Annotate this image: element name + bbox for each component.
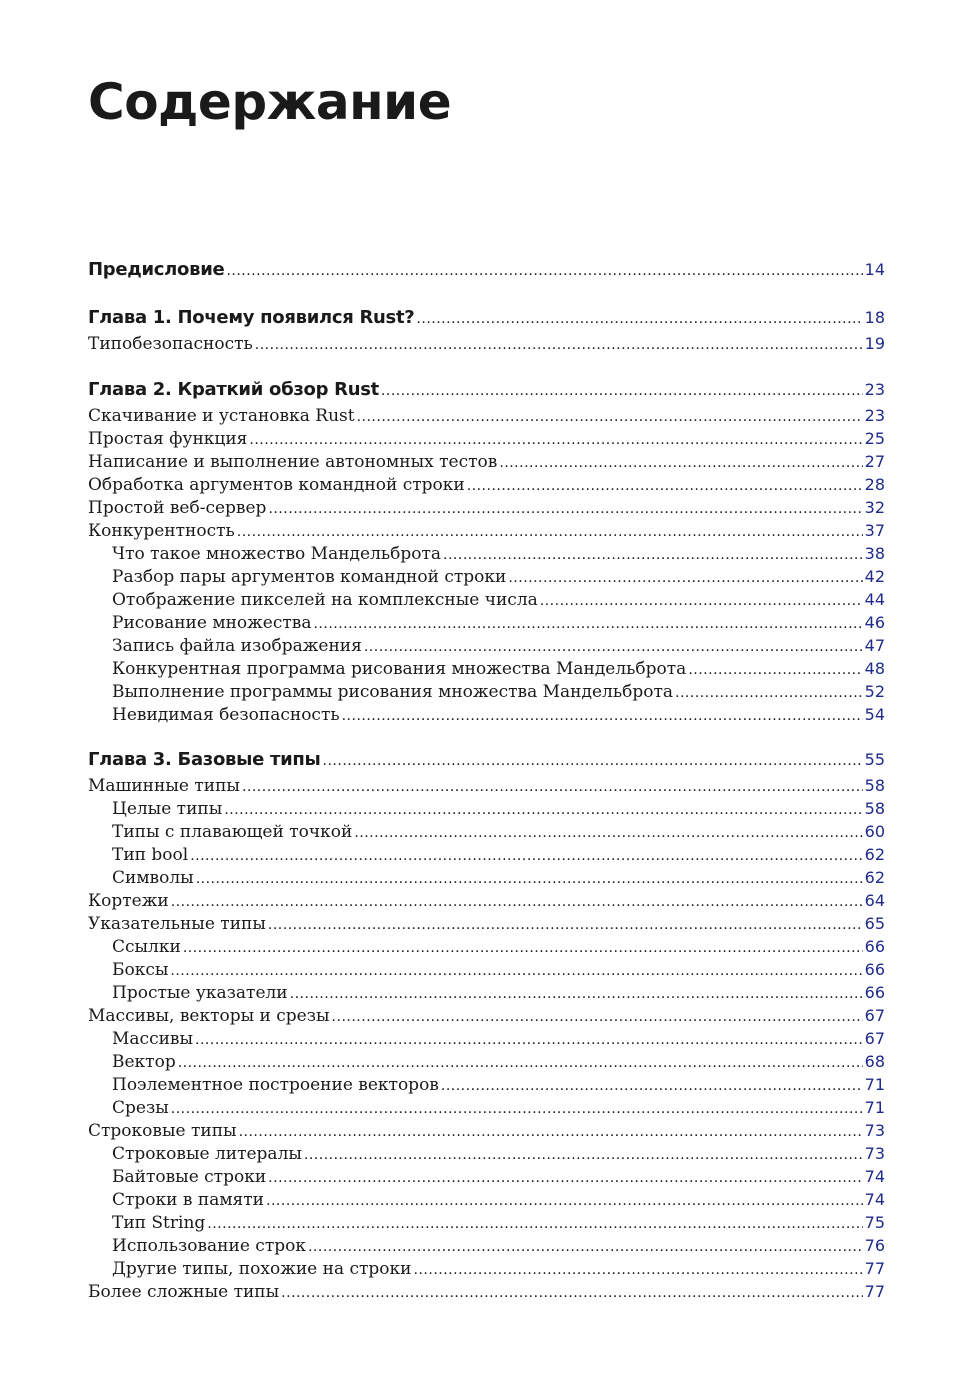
toc-entry-title: Строки в памяти <box>112 1190 265 1210</box>
toc-entry-title: Запись файла изображения <box>112 636 362 656</box>
toc-entry-title: Массивы <box>112 1029 194 1049</box>
toc-entry[interactable] <box>112 1027 885 1051</box>
toc-entry[interactable] <box>88 774 885 798</box>
dot-leader <box>268 913 863 937</box>
toc-entry[interactable] <box>112 843 885 867</box>
toc-entry-page-number: 28 <box>864 475 885 494</box>
toc-entry-title: Поэлементное построение векторов <box>112 1075 439 1095</box>
toc-entry[interactable] <box>112 1096 885 1120</box>
toc-entry[interactable] <box>88 258 885 282</box>
toc-entry[interactable] <box>112 1073 885 1097</box>
toc-entry[interactable] <box>112 866 885 890</box>
toc-entry-page-number: 23 <box>864 406 885 425</box>
dot-leader <box>675 681 863 705</box>
dot-leader <box>195 1028 863 1052</box>
toc-entry-page-number: 14 <box>864 260 885 279</box>
toc-entry[interactable] <box>112 542 885 566</box>
toc-entry-title: Тип String <box>112 1213 206 1233</box>
toc-entry-title: Вектор <box>112 1052 176 1072</box>
toc-entry-page-number: 19 <box>864 334 885 353</box>
dot-leader <box>249 428 862 452</box>
toc-entry-title: Боксы <box>112 960 169 980</box>
toc-entry[interactable] <box>112 935 885 959</box>
toc-entry-title: Строковые типы <box>88 1121 237 1141</box>
toc-entry[interactable] <box>112 588 885 612</box>
toc-entry-page-number: 58 <box>864 776 885 795</box>
toc-entry-title: Указательные типы <box>88 914 266 934</box>
dot-leader <box>467 474 863 498</box>
toc-entry[interactable] <box>88 748 885 772</box>
toc-entry-page-number: 74 <box>864 1167 885 1186</box>
toc-entry-title: Выполнение программы рисования множества Мандельброта <box>112 682 673 702</box>
toc-entry-page-number: 48 <box>864 659 885 678</box>
dot-leader <box>242 775 863 799</box>
toc-entry-page-number: 62 <box>864 845 885 864</box>
toc-entry-page-number: 25 <box>864 429 885 448</box>
toc-entry-page-number: 66 <box>864 960 885 979</box>
toc-entry[interactable] <box>112 565 885 589</box>
toc-entry-page-number: 52 <box>864 682 885 701</box>
dot-leader <box>224 798 862 822</box>
dot-leader <box>414 1258 863 1282</box>
toc-entry-page-number: 73 <box>864 1144 885 1163</box>
toc-entry-page-number: 71 <box>864 1075 885 1094</box>
dot-leader <box>332 1005 863 1029</box>
toc-entry-title: Машинные типы <box>88 776 240 796</box>
toc-entry-page-number: 55 <box>864 750 885 769</box>
dot-leader <box>308 1235 863 1259</box>
toc-entry[interactable] <box>88 1004 885 1028</box>
toc-entry-title: Простой веб-сервер <box>88 498 267 518</box>
toc-entry-page-number: 66 <box>864 983 885 1002</box>
toc-entry-page-number: 73 <box>864 1121 885 1140</box>
toc-entry-page-number: 77 <box>864 1282 885 1301</box>
toc-entry-title: Написание и выполнение автономных тестов <box>88 452 498 472</box>
toc-entry-page-number: 66 <box>864 937 885 956</box>
toc-entry-page-number: 38 <box>864 544 885 563</box>
toc-entry-title: Рисование множества <box>112 613 312 633</box>
dot-leader <box>357 405 863 429</box>
toc-entry-page-number: 47 <box>864 636 885 655</box>
toc-entry[interactable] <box>112 1211 885 1235</box>
toc-entry[interactable] <box>88 332 885 356</box>
toc-entry-page-number: 42 <box>864 567 885 586</box>
toc-entry-title: Целые типы <box>112 799 223 819</box>
toc-entry[interactable] <box>112 1234 885 1258</box>
dot-leader <box>443 543 863 567</box>
toc-entry-title: Разбор пары аргументов командной строки <box>112 567 507 587</box>
dot-leader <box>540 589 863 613</box>
dot-leader <box>304 1143 863 1167</box>
dot-leader <box>171 1097 863 1121</box>
toc-entry-page-number: 68 <box>864 1052 885 1071</box>
toc-entry[interactable] <box>88 889 885 913</box>
dot-leader <box>416 307 862 331</box>
toc-entry-title: Простые указатели <box>112 983 288 1003</box>
toc-entry[interactable] <box>112 634 885 658</box>
toc-entry-title: Простая функция <box>88 429 248 449</box>
toc-entry[interactable] <box>88 427 885 451</box>
toc-entry-page-number: 32 <box>864 498 885 517</box>
dot-leader <box>196 867 863 891</box>
dot-leader <box>207 1212 862 1236</box>
dot-leader <box>688 658 862 682</box>
toc-entry-page-number: 58 <box>864 799 885 818</box>
toc-entry-title: Ссылки <box>112 937 181 957</box>
toc-entry[interactable] <box>88 1119 885 1143</box>
toc-entry[interactable] <box>88 378 885 402</box>
dot-leader <box>266 1189 863 1213</box>
toc-entry[interactable] <box>112 657 885 681</box>
toc-entry[interactable] <box>88 912 885 936</box>
toc-entry-title: Использование строк <box>112 1236 306 1256</box>
toc-entry[interactable] <box>112 703 885 727</box>
toc-entry-page-number: 65 <box>864 914 885 933</box>
dot-leader <box>323 749 863 773</box>
toc-entry-page-number: 23 <box>864 380 885 399</box>
dot-leader <box>170 959 862 983</box>
dot-leader <box>354 821 862 845</box>
dot-leader <box>364 635 863 659</box>
toc-entry-page-number: 27 <box>864 452 885 471</box>
toc-entry-title: Обработка аргументов командной строки <box>88 475 465 495</box>
toc-entry-page-number: 74 <box>864 1190 885 1209</box>
dot-leader <box>183 936 863 960</box>
toc-entry[interactable] <box>112 797 885 821</box>
toc-entry-title: Скачивание и установка Rust <box>88 406 355 426</box>
toc-entry-title: Глава 3. Базовые типы <box>88 749 321 770</box>
toc-entry[interactable] <box>112 1257 885 1281</box>
toc-entry[interactable] <box>88 450 885 474</box>
toc-entry-title: Символы <box>112 868 194 888</box>
toc-entry-title: Строковые литералы <box>112 1144 302 1164</box>
toc-entry-title: Кортежи <box>88 891 169 911</box>
toc-entry-page-number: 60 <box>864 822 885 841</box>
toc-entry[interactable] <box>88 404 885 428</box>
toc-entry-title: Конкурентность <box>88 521 235 541</box>
toc-entry[interactable] <box>112 1165 885 1189</box>
toc-entry[interactable] <box>112 981 885 1005</box>
toc-entry-title: Глава 2. Краткий обзор Rust <box>88 379 379 400</box>
page-title: Содержание <box>88 73 452 131</box>
toc-entry[interactable] <box>88 473 885 497</box>
dot-leader <box>342 704 863 728</box>
toc-entry-title: Тип bool <box>112 845 189 865</box>
dot-leader <box>178 1051 863 1075</box>
dot-leader <box>499 451 862 475</box>
toc-entry[interactable] <box>112 680 885 704</box>
toc-entry-page-number: 67 <box>864 1029 885 1048</box>
toc-entry[interactable] <box>88 306 885 330</box>
toc-entry-page-number: 76 <box>864 1236 885 1255</box>
dot-leader <box>381 379 863 403</box>
toc-entry-page-number: 64 <box>864 891 885 910</box>
toc-entry-page-number: 67 <box>864 1006 885 1025</box>
dot-leader <box>313 612 862 636</box>
toc-entry-page-number: 54 <box>864 705 885 724</box>
toc-entry-page-number: 71 <box>864 1098 885 1117</box>
toc-entry-title: Байтовые строки <box>112 1167 267 1187</box>
toc-entry-title: Отображение пикселей на комплексные числа <box>112 590 538 610</box>
dot-leader <box>268 1166 862 1190</box>
dot-leader <box>237 520 863 544</box>
toc-entry-page-number: 77 <box>864 1259 885 1278</box>
toc-entry-page-number: 62 <box>864 868 885 887</box>
dot-leader <box>255 333 863 357</box>
toc-entry-page-number: 46 <box>864 613 885 632</box>
toc-entry[interactable] <box>88 496 885 520</box>
toc-entry-title: Срезы <box>112 1098 169 1118</box>
toc-entry-title: Другие типы, похожие на строки <box>112 1259 412 1279</box>
dot-leader <box>190 844 862 868</box>
dot-leader <box>508 566 862 590</box>
toc-entry[interactable] <box>112 1142 885 1166</box>
toc-entry-title: Что такое множество Мандельброта <box>112 544 442 564</box>
toc-entry-title: Предисловие <box>88 259 225 280</box>
toc-entry-title: Типобезопасность <box>88 334 253 354</box>
dot-leader <box>268 497 862 521</box>
toc-entry[interactable] <box>112 1188 885 1212</box>
toc-entry-page-number: 37 <box>864 521 885 540</box>
dot-leader <box>281 1281 862 1305</box>
toc-entry-page-number: 44 <box>864 590 885 609</box>
toc-entry[interactable] <box>112 611 885 635</box>
dot-leader <box>239 1120 863 1144</box>
toc-entry-title: Типы с плавающей точкой <box>112 822 353 842</box>
dot-leader <box>226 259 862 283</box>
toc-entry-page-number: 18 <box>864 308 885 327</box>
toc-entry-title: Невидимая безопасность <box>112 705 340 725</box>
dot-leader <box>171 890 863 914</box>
toc-entry[interactable] <box>88 1280 885 1304</box>
toc-entry[interactable] <box>88 519 885 543</box>
toc-entry[interactable] <box>112 820 885 844</box>
toc-entry-title: Глава 1. Почему появился Rust? <box>88 307 415 328</box>
dot-leader <box>290 982 863 1006</box>
toc-entry[interactable] <box>112 1050 885 1074</box>
toc-entry-page-number: 75 <box>864 1213 885 1232</box>
toc-entry-title: Более сложные типы <box>88 1282 280 1302</box>
toc-entry[interactable] <box>112 958 885 982</box>
toc-entry-title: Массивы, векторы и срезы <box>88 1006 330 1026</box>
toc-entry-title: Конкурентная программа рисования множества Мандельброта <box>112 659 687 679</box>
dot-leader <box>441 1074 863 1098</box>
